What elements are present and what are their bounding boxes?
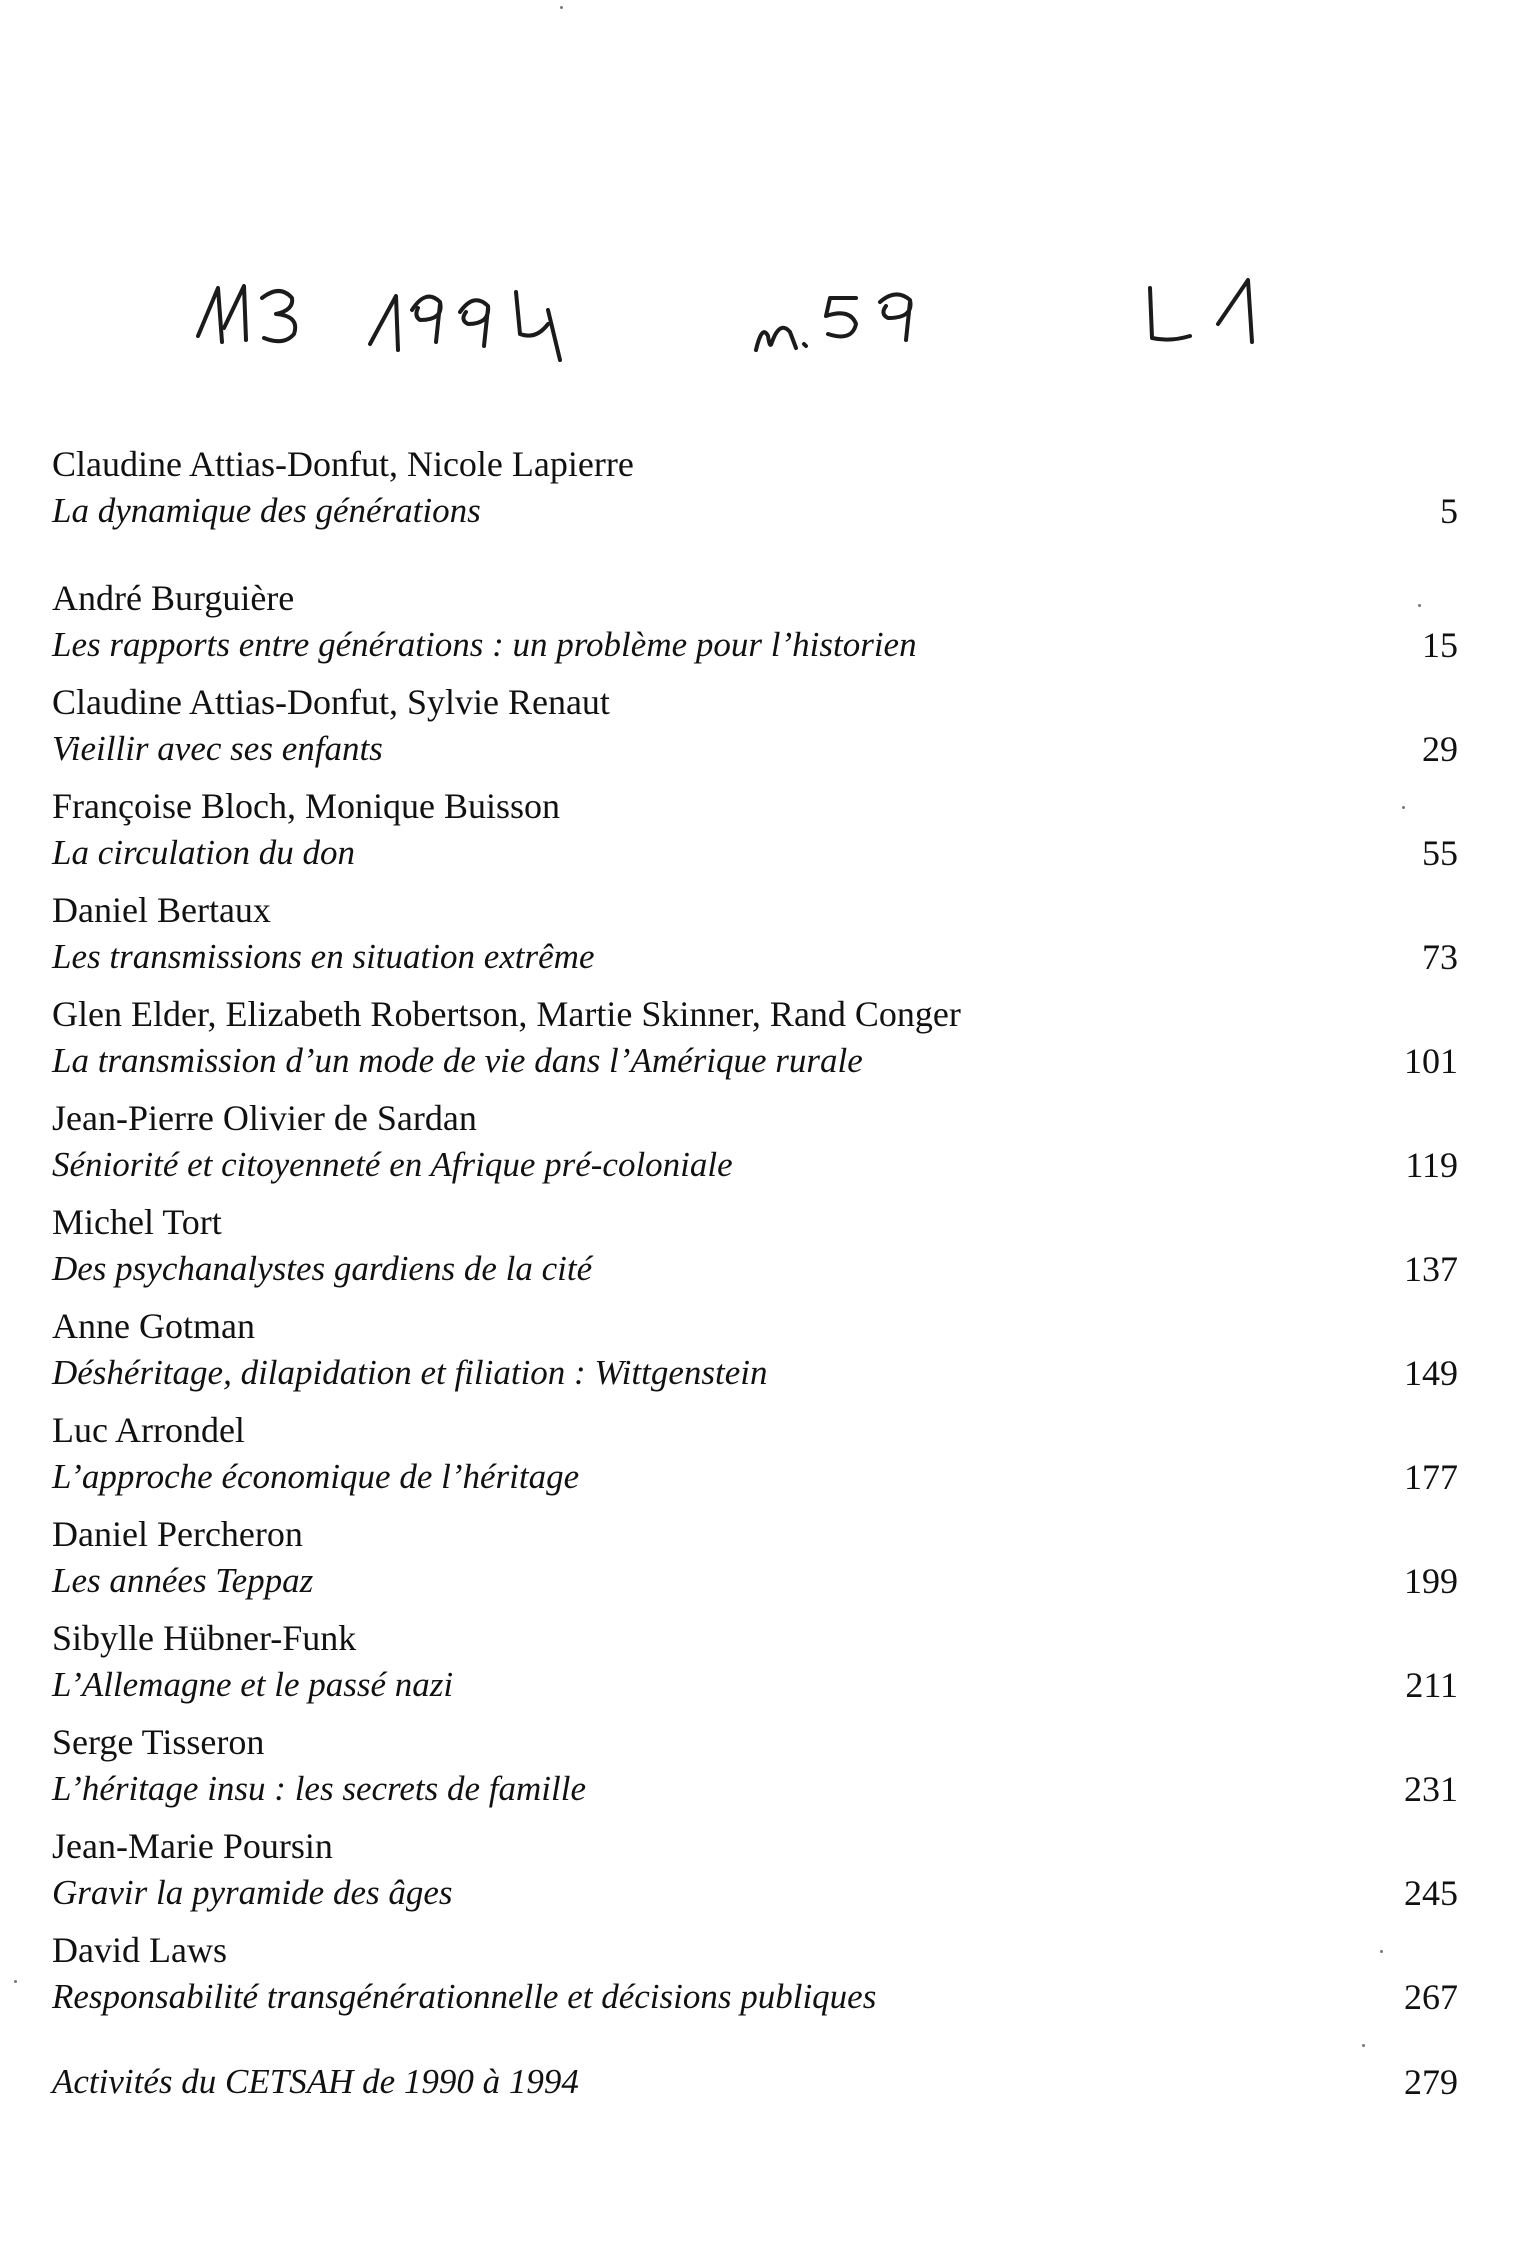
entry-author: Daniel Bertaux [52, 890, 271, 930]
entry-page-number: 137 [1404, 1249, 1458, 1289]
entry-page-number: 231 [1404, 1769, 1458, 1809]
entry-page-number: 15 [1422, 625, 1458, 665]
entry-title: La circulation du don [52, 833, 356, 872]
entry-title: Séniorité et citoyenneté en Afrique pré-coloniale [52, 1145, 733, 1184]
final-entry-title: Activités du CETSAH de 1990 à 1994 [52, 2062, 579, 2101]
entry-author: Daniel Percheron [52, 1514, 303, 1554]
entry-page-number: 245 [1404, 1873, 1458, 1913]
toc-entry [52, 1614, 1458, 1718]
scan-speck [1362, 2044, 1365, 2047]
entry-page-number: 211 [1405, 1665, 1458, 1705]
toc-entry [52, 1822, 1458, 1926]
entry-author: Claudine Attias-Donfut, Nicole Lapierre [52, 444, 634, 484]
entry-author: Serge Tisseron [52, 1722, 265, 1762]
entry-title: Responsabilité transgénérationnelle et décisions publiques [52, 1977, 877, 2016]
entry-title: L’Allemagne et le passé nazi [52, 1665, 454, 1704]
entry-title: Des psychanalystes gardiens de la cité [52, 1249, 593, 1288]
entry-page-number: 73 [1422, 937, 1458, 977]
entry-author: Jean-Marie Poursin [52, 1826, 333, 1866]
entry-author: Sibylle Hübner-Funk [52, 1618, 357, 1658]
entry-author: Françoise Bloch, Monique Buisson [52, 786, 560, 826]
toc-entry [52, 678, 1458, 782]
toc-entry [52, 1510, 1458, 1614]
entry-page-number: 177 [1404, 1457, 1458, 1497]
scan-speck [14, 1980, 17, 1983]
entry-author: Michel Tort [52, 1202, 222, 1242]
toc-entry [52, 990, 1458, 1094]
toc-entry [52, 1198, 1458, 1302]
entry-page-number: 199 [1404, 1561, 1458, 1601]
entry-title: Les transmissions en situation extrême [52, 937, 595, 976]
toc-entry [52, 1302, 1458, 1406]
scan-speck [1418, 604, 1421, 607]
toc-entry [52, 886, 1458, 990]
entry-page-number: 29 [1422, 729, 1458, 769]
toc-entry [52, 1406, 1458, 1510]
handwritten-note-drawing [0, 258, 1524, 398]
scan-speck [560, 6, 563, 9]
entry-author: Anne Gotman [52, 1306, 255, 1346]
toc-final-entry [52, 2058, 1458, 2108]
toc-entry [52, 782, 1458, 886]
contents-list [52, 440, 1458, 2030]
final-entry-page-number: 279 [1404, 2062, 1458, 2102]
entry-page-number: 149 [1404, 1353, 1458, 1393]
toc-entry [52, 1094, 1458, 1198]
scan-speck [1402, 806, 1405, 809]
entry-title: La dynamique des générations [52, 491, 481, 530]
toc-entry [52, 1718, 1458, 1822]
entry-author: Claudine Attias-Donfut, Sylvie Renaut [52, 682, 610, 722]
entry-title: Gravir la pyramide des âges [52, 1873, 453, 1912]
entry-title: La transmission d’un mode de vie dans l’Amérique rurale [52, 1041, 863, 1080]
toc-entry [52, 1926, 1458, 2030]
scan-speck [1380, 1950, 1383, 1953]
entry-title: Vieillir avec ses enfants [52, 729, 383, 768]
entry-author: David Laws [52, 1930, 227, 1970]
entry-title: Les années Teppaz [52, 1561, 314, 1600]
toc-entry [52, 440, 1458, 574]
entry-page-number: 101 [1404, 1041, 1458, 1081]
entry-page-number: 5 [1440, 491, 1458, 531]
entry-author: André Burguière [52, 578, 295, 618]
entry-page-number: 55 [1422, 833, 1458, 873]
entry-page-number: 119 [1405, 1145, 1458, 1185]
toc-entry [52, 574, 1458, 678]
entry-title: Les rapports entre générations : un problème pour l’historien [52, 625, 917, 664]
entry-page-number: 267 [1404, 1977, 1458, 2017]
entry-title: L’héritage insu : les secrets de famille [52, 1769, 586, 1808]
entry-title: L’approche économique de l’héritage [52, 1457, 580, 1496]
entry-author: Glen Elder, Elizabeth Robertson, Martie Skinner, Rand Conger [52, 994, 961, 1034]
entry-author: Jean-Pierre Olivier de Sardan [52, 1098, 477, 1138]
handwritten-note [0, 258, 1524, 398]
entry-title: Déshéritage, dilapidation et filiation : Wittgenstein [52, 1353, 768, 1392]
entry-author: Luc Arrondel [52, 1410, 245, 1450]
